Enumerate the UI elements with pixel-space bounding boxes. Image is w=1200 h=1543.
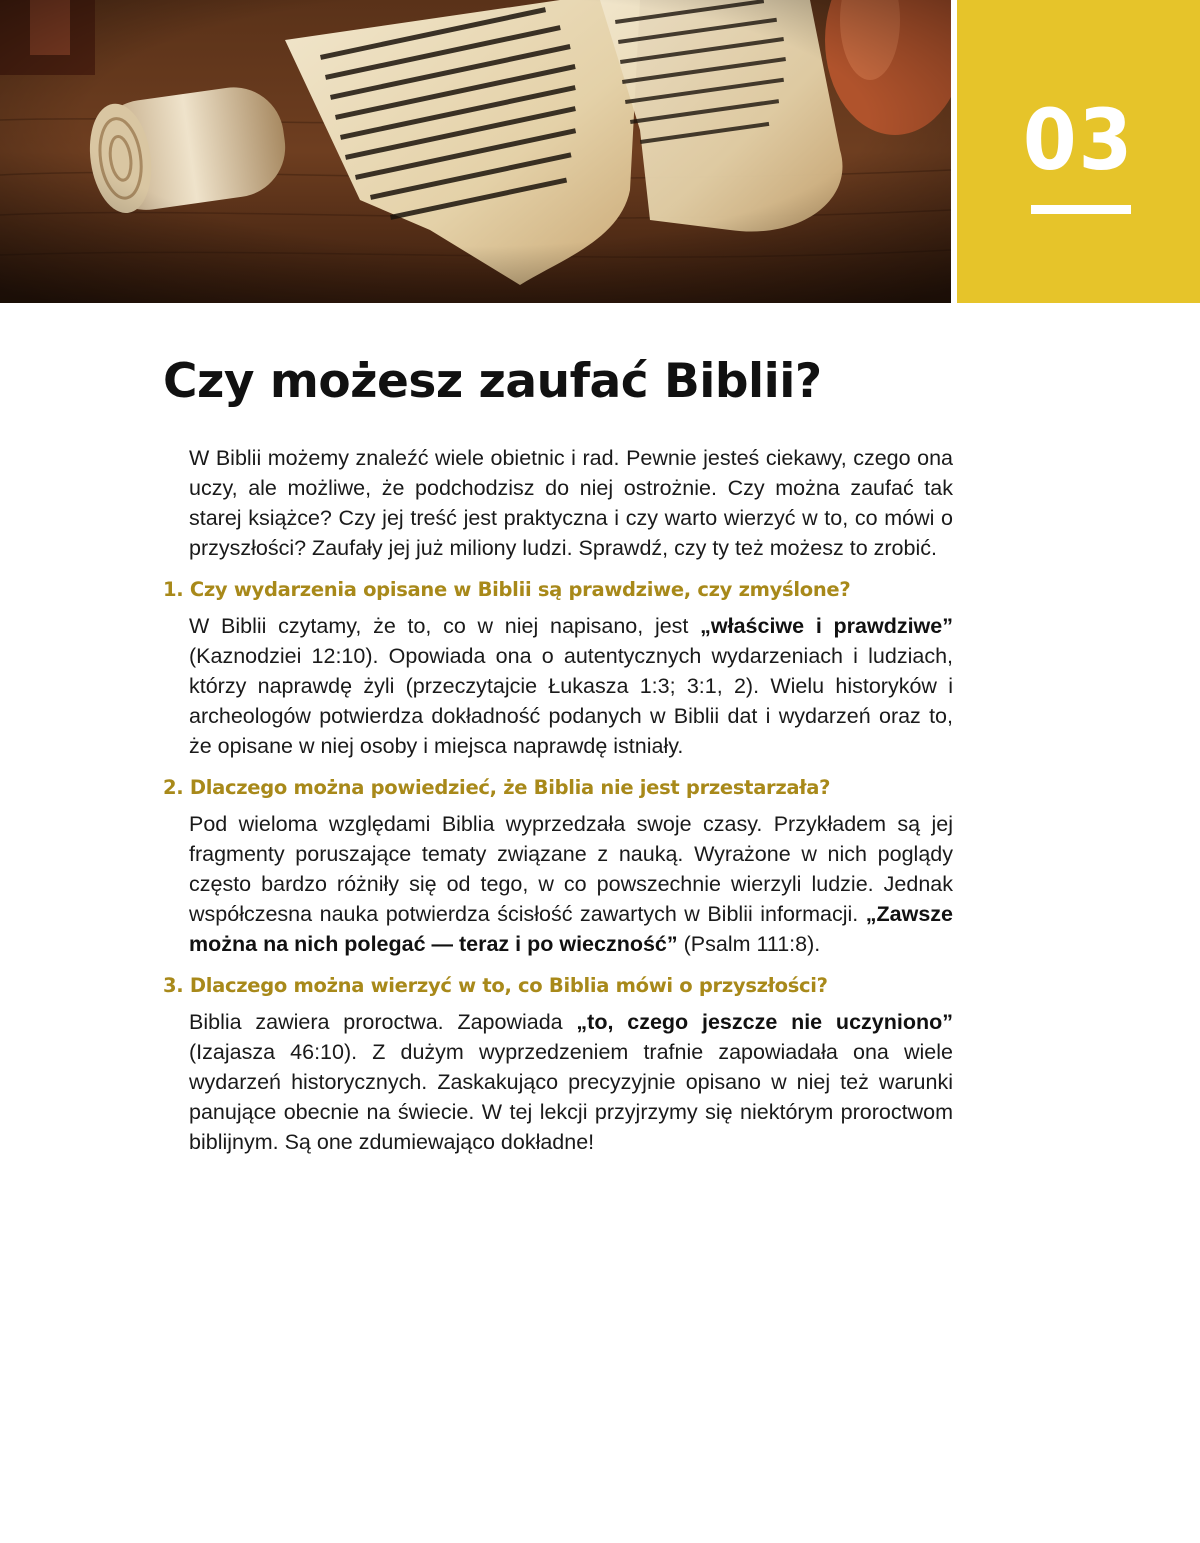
question-answer [189, 809, 953, 959]
intro-paragraph: W Biblii możemy znaleźć wiele obietnic i rad. Pewnie jesteś ciekawy, czego ona uczy, ale możliwe, że podchodzisz do niej ostrożnie. Czy można zaufać tak starej książce? Czy jej treść jest praktyczna i czy warto wierzyć w to, co mówi o przyszłości? Zaufały jej już miliony ludzi. Sprawdź, czy ty też możesz to zrobić. [189, 446, 953, 560]
question-heading: 3. Dlaczego można wierzyć w to, co Biblia mówi o przyszłości? [163, 974, 828, 997]
page-title: Czy możesz zaufać Biblii? [163, 354, 822, 409]
lesson-number: 03 [1022, 91, 1135, 189]
hero-scrolls-photo [0, 0, 951, 303]
question-3 [163, 971, 953, 1157]
lesson-number-badge [957, 0, 1200, 303]
answer-text: W Biblii czytamy, że to, co w niej napisano, jest [189, 614, 701, 638]
lesson-content [163, 443, 953, 1157]
answer-text: Pod wieloma względami Biblia wyprzedzała swoje czasy. Przykładem są jej fragmenty poruszające tematy związane z nauką. Wyrażone w nich poglądy często bardzo różniły się od tego, w co powszechnie wierzyli ludzie. Jednak współczesna nauka potwierdza ścisłość zawartych w Biblii informacji. [189, 812, 953, 926]
answer-text: (Izajasza 46:10). Z dużym wyprzedzeniem trafnie zapowiadała ona wiele wydarzeń historycznych. Zaskakująco precyzyjnie opisano w niej też warunki panujące obecnie na świecie. W tej lekcji przyjrzymy się niektórym proroctwom biblijnym. Są one zdumiewająco dokładne! [189, 1040, 953, 1154]
answer-text: (Psalm 111:8). [677, 932, 821, 956]
quoted-scripture: „Zawsze można na nich polegać — teraz i po wieczność” [189, 902, 953, 956]
quoted-scripture: „to, czego jeszcze nie uczyniono” [576, 1010, 953, 1034]
question-heading: 2. Dlaczego można powiedzieć, że Biblia nie jest przestarzała? [163, 776, 831, 799]
scrolls-illustration [0, 0, 951, 303]
question-1 [163, 575, 953, 761]
answer-text: Biblia zawiera proroctwa. Zapowiada [189, 1010, 577, 1034]
answer-text: (Kaznodziei 12:10). Opowiada ona o autentycznych wydarzeniach i ludziach, którzy naprawdę żyli (przeczytajcie Łukasza 1:3; 3:1, 2). Wielu historyków i archeologów potwierdza dokładność podanych w Biblii dat i wydarzeń oraz to, że opisane w niej osoby i miejsca naprawdę istniały. [189, 644, 953, 758]
question-answer [189, 611, 953, 761]
question-2 [163, 773, 953, 959]
question-answer [189, 1007, 953, 1157]
quoted-scripture: „właściwe i prawdziwe” [700, 614, 953, 638]
question-heading: 1. Czy wydarzenia opisane w Biblii są prawdziwe, czy zmyślone? [163, 578, 851, 601]
badge-underline [1031, 205, 1131, 214]
